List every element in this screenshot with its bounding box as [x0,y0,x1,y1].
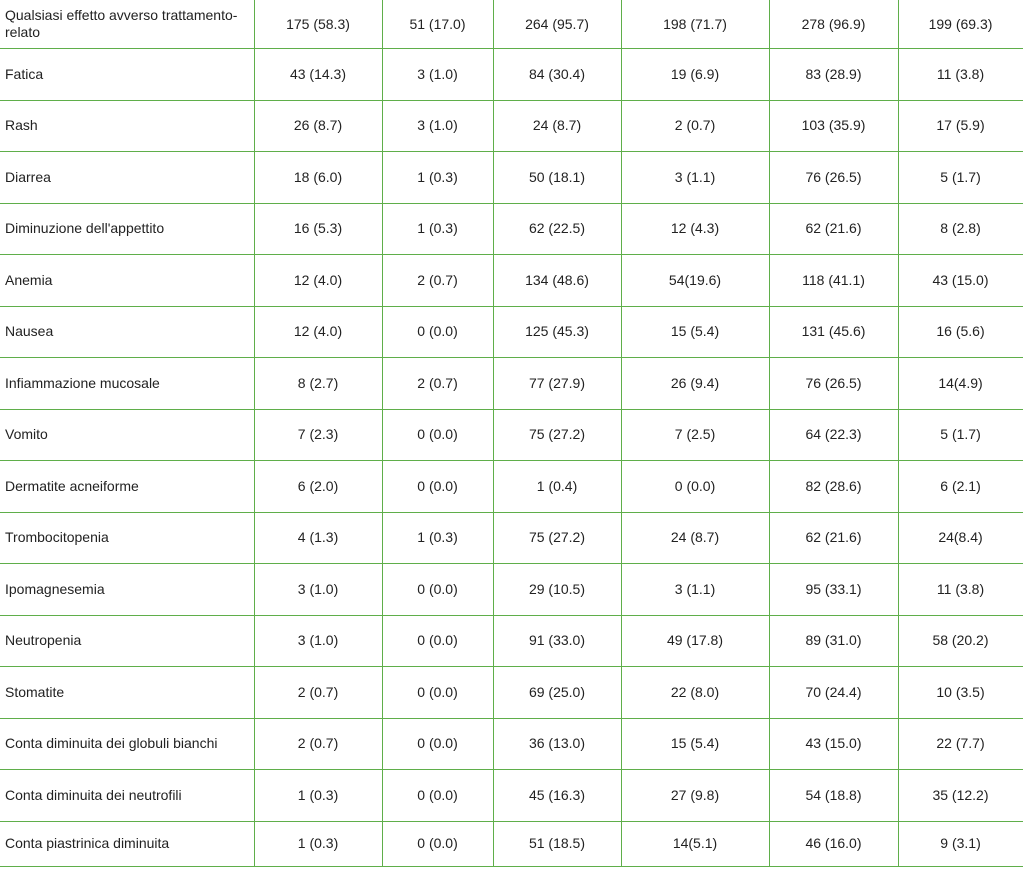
table-cell: 75 (27.2) [493,512,621,564]
table-cell: 43 (15.0) [898,255,1023,307]
table-cell: 0 (0.0) [382,718,493,770]
table-cell: 1 (0.3) [382,203,493,255]
table-cell: 7 (2.3) [254,409,382,461]
table-cell: 134 (48.6) [493,255,621,307]
row-label: Conta diminuita dei globuli bianchi [0,718,254,770]
table-cell: 36 (13.0) [493,718,621,770]
table-cell: 18 (6.0) [254,152,382,204]
table-cell: 1 (0.3) [254,770,382,822]
table-cell: 125 (45.3) [493,306,621,358]
row-label: Rash [0,100,254,152]
table-cell: 54(19.6) [621,255,769,307]
table-cell: 75 (27.2) [493,409,621,461]
row-label: Ipomagnesemia [0,564,254,616]
table-row [0,821,1023,866]
table-cell: 14(5.1) [621,821,769,866]
table-cell: 3 (1.0) [382,100,493,152]
table-cell: 50 (18.1) [493,152,621,204]
table-cell: 69 (25.0) [493,667,621,719]
table-row [0,667,1023,719]
table-cell: 49 (17.8) [621,615,769,667]
table-row [0,409,1023,461]
table-cell: 3 (1.1) [621,564,769,616]
table-cell: 43 (15.0) [769,718,898,770]
row-label: Diminuzione dell'appettito [0,203,254,255]
table-cell: 76 (26.5) [769,152,898,204]
table-cell: 12 (4.0) [254,306,382,358]
table-cell: 62 (21.6) [769,203,898,255]
table-cell: 43 (14.3) [254,49,382,101]
table-cell: 3 (1.0) [254,615,382,667]
table-cell: 3 (1.1) [621,152,769,204]
table-cell: 29 (10.5) [493,564,621,616]
table-cell: 0 (0.0) [382,667,493,719]
table-cell: 26 (8.7) [254,100,382,152]
table-cell: 199 (69.3) [898,0,1023,49]
table-cell: 0 (0.0) [621,461,769,513]
table-cell: 0 (0.0) [382,564,493,616]
table-row [0,358,1023,410]
table-cell: 16 (5.6) [898,306,1023,358]
table-cell: 45 (16.3) [493,770,621,822]
row-label: Conta diminuita dei neutrofili [0,770,254,822]
table-cell: 8 (2.8) [898,203,1023,255]
table-cell: 10 (3.5) [898,667,1023,719]
table-cell: 54 (18.8) [769,770,898,822]
table-cell: 3 (1.0) [382,49,493,101]
table-cell: 89 (31.0) [769,615,898,667]
table-cell: 82 (28.6) [769,461,898,513]
table-cell: 2 (0.7) [254,718,382,770]
table-row [0,203,1023,255]
table-cell: 6 (2.1) [898,461,1023,513]
table-row [0,152,1023,204]
table-cell: 12 (4.3) [621,203,769,255]
table-cell: 2 (0.7) [621,100,769,152]
table-cell: 7 (2.5) [621,409,769,461]
table-cell: 76 (26.5) [769,358,898,410]
table-cell: 9 (3.1) [898,821,1023,866]
table-cell: 62 (22.5) [493,203,621,255]
table-cell: 83 (28.9) [769,49,898,101]
table-cell: 0 (0.0) [382,770,493,822]
table-cell: 17 (5.9) [898,100,1023,152]
table-row [0,0,1023,49]
table-cell: 11 (3.8) [898,49,1023,101]
table-cell: 1 (0.4) [493,461,621,513]
table-row [0,49,1023,101]
table-cell: 1 (0.3) [382,512,493,564]
row-label: Nausea [0,306,254,358]
table-cell: 62 (21.6) [769,512,898,564]
table-cell: 118 (41.1) [769,255,898,307]
table-row [0,461,1023,513]
table-cell: 22 (7.7) [898,718,1023,770]
row-label: Qualsiasi effetto avverso trattamento-relato [0,0,254,49]
table-cell: 8 (2.7) [254,358,382,410]
table-row [0,718,1023,770]
table-cell: 15 (5.4) [621,306,769,358]
table-cell: 35 (12.2) [898,770,1023,822]
row-label: Neutropenia [0,615,254,667]
table-cell: 0 (0.0) [382,306,493,358]
table-cell: 1 (0.3) [254,821,382,866]
row-label: Stomatite [0,667,254,719]
table-cell: 3 (1.0) [254,564,382,616]
table-cell: 0 (0.0) [382,409,493,461]
table-cell: 24 (8.7) [493,100,621,152]
table-cell: 15 (5.4) [621,718,769,770]
table-cell: 4 (1.3) [254,512,382,564]
row-label: Conta piastrinica diminuita [0,821,254,866]
table-cell: 24(8.4) [898,512,1023,564]
table-cell: 0 (0.0) [382,461,493,513]
row-label: Dermatite acneiforme [0,461,254,513]
row-label: Fatica [0,49,254,101]
table-cell: 51 (17.0) [382,0,493,49]
table-cell: 175 (58.3) [254,0,382,49]
table-cell: 19 (6.9) [621,49,769,101]
table-cell: 27 (9.8) [621,770,769,822]
table-cell: 14(4.9) [898,358,1023,410]
table-cell: 16 (5.3) [254,203,382,255]
row-label: Trombocitopenia [0,512,254,564]
table-cell: 70 (24.4) [769,667,898,719]
table-cell: 2 (0.7) [382,255,493,307]
table-cell: 278 (96.9) [769,0,898,49]
table-cell: 46 (16.0) [769,821,898,866]
row-label: Diarrea [0,152,254,204]
table-cell: 264 (95.7) [493,0,621,49]
table-cell: 58 (20.2) [898,615,1023,667]
table-cell: 6 (2.0) [254,461,382,513]
table-row [0,770,1023,822]
table-row [0,615,1023,667]
table-cell: 131 (45.6) [769,306,898,358]
row-label: Vomito [0,409,254,461]
table-cell: 12 (4.0) [254,255,382,307]
table-cell: 1 (0.3) [382,152,493,204]
table-cell: 84 (30.4) [493,49,621,101]
table-cell: 51 (18.5) [493,821,621,866]
table-cell: 5 (1.7) [898,409,1023,461]
table-cell: 5 (1.7) [898,152,1023,204]
table-row [0,255,1023,307]
table-cell: 0 (0.0) [382,821,493,866]
table-row [0,512,1023,564]
table-cell: 77 (27.9) [493,358,621,410]
row-label: Anemia [0,255,254,307]
table-row [0,100,1023,152]
table-cell: 103 (35.9) [769,100,898,152]
table-cell: 91 (33.0) [493,615,621,667]
table-cell: 2 (0.7) [382,358,493,410]
row-label: Infiammazione mucosale [0,358,254,410]
table-cell: 64 (22.3) [769,409,898,461]
table-cell: 0 (0.0) [382,615,493,667]
table-cell: 198 (71.7) [621,0,769,49]
table-cell: 24 (8.7) [621,512,769,564]
table-row [0,564,1023,616]
table-cell: 95 (33.1) [769,564,898,616]
table-cell: 26 (9.4) [621,358,769,410]
table-cell: 2 (0.7) [254,667,382,719]
table-cell: 11 (3.8) [898,564,1023,616]
table-cell: 22 (8.0) [621,667,769,719]
table-row [0,306,1023,358]
